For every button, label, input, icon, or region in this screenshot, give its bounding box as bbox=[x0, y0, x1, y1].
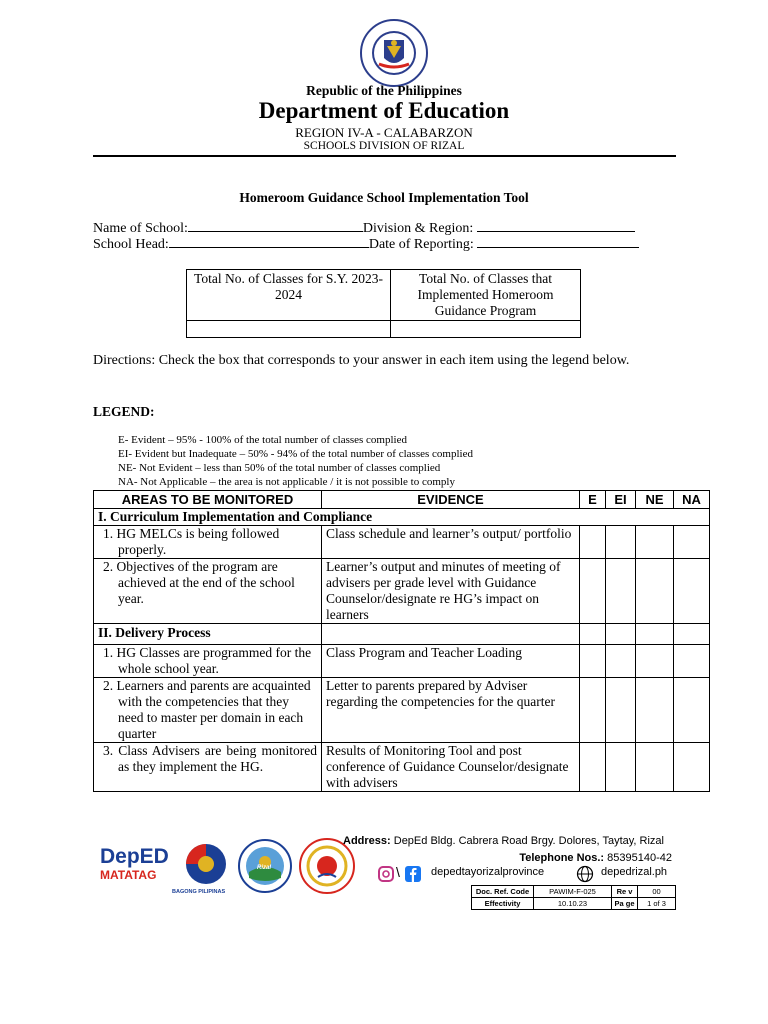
header-evidence: EVIDENCE bbox=[322, 491, 580, 509]
table-row bbox=[94, 678, 710, 743]
rev-value: 00 bbox=[638, 886, 676, 898]
header-na: NA bbox=[674, 491, 710, 509]
checkbox-ne[interactable] bbox=[636, 645, 674, 678]
checkbox-na[interactable] bbox=[674, 678, 710, 743]
school-head-line bbox=[93, 235, 639, 253]
checkbox-ne[interactable] bbox=[636, 526, 674, 559]
legend-item-ne: NE- Not Evident – less than 50% of the total number of classes complied bbox=[118, 462, 441, 474]
school-head-blank[interactable] bbox=[169, 235, 369, 248]
checkbox-ne[interactable] bbox=[636, 743, 674, 792]
division-region-blank[interactable] bbox=[477, 219, 635, 232]
date-of-reporting-blank[interactable] bbox=[477, 235, 639, 248]
bagong-pilipinas-logo bbox=[176, 842, 236, 890]
checkbox-e[interactable] bbox=[580, 526, 606, 559]
totals-header-classes: Total No. of Classes for S.Y. 2023-2024 bbox=[187, 270, 391, 321]
table-row bbox=[94, 645, 710, 678]
checkbox-na[interactable] bbox=[674, 559, 710, 624]
address-label: Address: bbox=[343, 835, 391, 847]
checkbox-e[interactable] bbox=[580, 678, 606, 743]
area-cell: 1. HG MELCs is being followed properly. bbox=[103, 526, 280, 557]
bagong-pilipinas-text: BAGONG PILIPINAS bbox=[172, 889, 226, 895]
totals-table bbox=[186, 269, 581, 338]
area-cell: 2. Objectives of the program are achieved at the end of the school year. bbox=[103, 559, 295, 606]
footer-address bbox=[343, 835, 664, 847]
deped-matatag-logo bbox=[100, 846, 170, 896]
evidence-cell: Class schedule and learner’s output/ portfolio bbox=[322, 526, 580, 559]
header-areas: AREAS TO BE MONITORED bbox=[94, 491, 322, 509]
department-heading: Department of Education bbox=[258, 98, 510, 123]
totals-header-implemented: Total No. of Classes that Implemented Homeroom Guidance Program bbox=[391, 270, 581, 321]
checkbox-na[interactable] bbox=[674, 743, 710, 792]
region-heading: REGION IV-A - CALABARZON bbox=[295, 125, 473, 140]
footer-telephone bbox=[519, 852, 672, 864]
rizal-logo-text: Rizal bbox=[257, 865, 272, 871]
checkbox-ne[interactable] bbox=[636, 559, 674, 624]
effectivity-label: Effectivity bbox=[472, 898, 534, 910]
checkbox-na[interactable] bbox=[674, 645, 710, 678]
evidence-cell: Learner’s output and minutes of meeting of advisers per grade level with Guidance Counselor/designate re HG’s impact on learners bbox=[322, 559, 580, 624]
name-of-school-blank[interactable] bbox=[188, 219, 363, 232]
website-link[interactable]: depedrizal.ph bbox=[601, 866, 668, 878]
address-value: DepEd Bldg. Cabrera Road Brgy. Dolores, Taytay, Rizal bbox=[393, 835, 664, 847]
separator-icon: \ bbox=[396, 864, 400, 880]
totals-classes-cell[interactable] bbox=[187, 321, 391, 338]
table-row bbox=[94, 743, 710, 792]
facebook-handle[interactable]: depedtayorizalprovince bbox=[431, 866, 545, 878]
document-title: Homeroom Guidance School Implementation Tool bbox=[239, 190, 529, 205]
legend-item-e: E- Evident – 95% - 100% of the total number of classes complied bbox=[118, 434, 407, 446]
checkbox-ei[interactable] bbox=[606, 743, 636, 792]
legend-item-ei: EI- Evident but Inadequate – 50% - 94% of the total number of classes complied bbox=[118, 448, 473, 460]
evidence-cell: Class Program and Teacher Loading bbox=[322, 645, 580, 678]
legend-item-na: NA- Not Applicable – the area is not applicable / it is not possible to comply bbox=[118, 476, 455, 488]
header-ne: NE bbox=[636, 491, 674, 509]
effectivity-value: 10.10.23 bbox=[534, 898, 612, 910]
table-row bbox=[94, 526, 710, 559]
monitoring-table bbox=[93, 490, 710, 792]
checkbox-e[interactable] bbox=[580, 743, 606, 792]
legend-heading: LEGEND: bbox=[93, 404, 155, 419]
division-heading: SCHOOLS DIVISION OF RIZAL bbox=[303, 140, 465, 152]
page-label: Pa ge bbox=[612, 898, 638, 910]
facebook-icon[interactable] bbox=[405, 866, 421, 882]
telephone-value: 85395140-42 bbox=[607, 852, 672, 864]
checkbox-e[interactable] bbox=[580, 645, 606, 678]
doc-ref-value: PAWIM-F-025 bbox=[534, 886, 612, 898]
area-cell: 1. HG Classes are programmed for the whole school year. bbox=[103, 645, 312, 676]
checkbox-ei[interactable] bbox=[606, 678, 636, 743]
checkbox-e[interactable] bbox=[580, 559, 606, 624]
deped-seal-logo bbox=[359, 18, 429, 88]
rev-label: Re v bbox=[612, 886, 638, 898]
matatag-logo-text: MATATAG bbox=[100, 868, 157, 882]
date-of-reporting-label: Date of Reporting: bbox=[368, 237, 474, 252]
area-cell: 2. Learners and parents are acquainted with the competencies that they need to master per domain in each quarter bbox=[103, 678, 311, 741]
checkbox-na[interactable] bbox=[674, 526, 710, 559]
area-cell: 3. Class Advisers are being monitored as they implement the HG. bbox=[103, 743, 317, 774]
evidence-cell: Letter to parents prepared by Adviser regarding the competencies for the quarter bbox=[322, 678, 580, 743]
evidence-cell: Results of Monitoring Tool and post conference of Guidance Counselor/designate with advisers bbox=[322, 743, 580, 792]
doc-ref-label: Doc. Ref. Code bbox=[472, 886, 534, 898]
instagram-icon[interactable] bbox=[378, 866, 394, 882]
school-head-label: School Head: bbox=[93, 237, 169, 252]
header-ei: EI bbox=[606, 491, 636, 509]
name-of-school-label: Name of School: bbox=[93, 221, 188, 236]
totals-implemented-cell[interactable] bbox=[391, 321, 581, 338]
checkbox-ei[interactable] bbox=[606, 645, 636, 678]
division-region-label: Division & Region: bbox=[362, 221, 474, 236]
checkbox-ei[interactable] bbox=[606, 526, 636, 559]
globe-icon bbox=[576, 865, 594, 883]
section-delivery: II. Delivery Process bbox=[94, 624, 322, 645]
page-value: 1 of 3 bbox=[638, 898, 676, 910]
table-row bbox=[94, 559, 710, 624]
telephone-label: Telephone Nos.: bbox=[519, 852, 605, 864]
republic-heading: Republic of the Philippines bbox=[306, 83, 462, 98]
directions-text: Directions: Check the box that corresponds to your answer in each item using the legend below. bbox=[93, 353, 630, 368]
document-reference-table bbox=[471, 885, 676, 910]
header-e: E bbox=[580, 491, 606, 509]
checkbox-ei[interactable] bbox=[606, 559, 636, 624]
header-divider bbox=[93, 155, 676, 157]
deped-logo-text: DepED bbox=[100, 845, 169, 868]
checkbox-ne[interactable] bbox=[636, 678, 674, 743]
section-curriculum: I. Curriculum Implementation and Compliance bbox=[94, 509, 710, 526]
